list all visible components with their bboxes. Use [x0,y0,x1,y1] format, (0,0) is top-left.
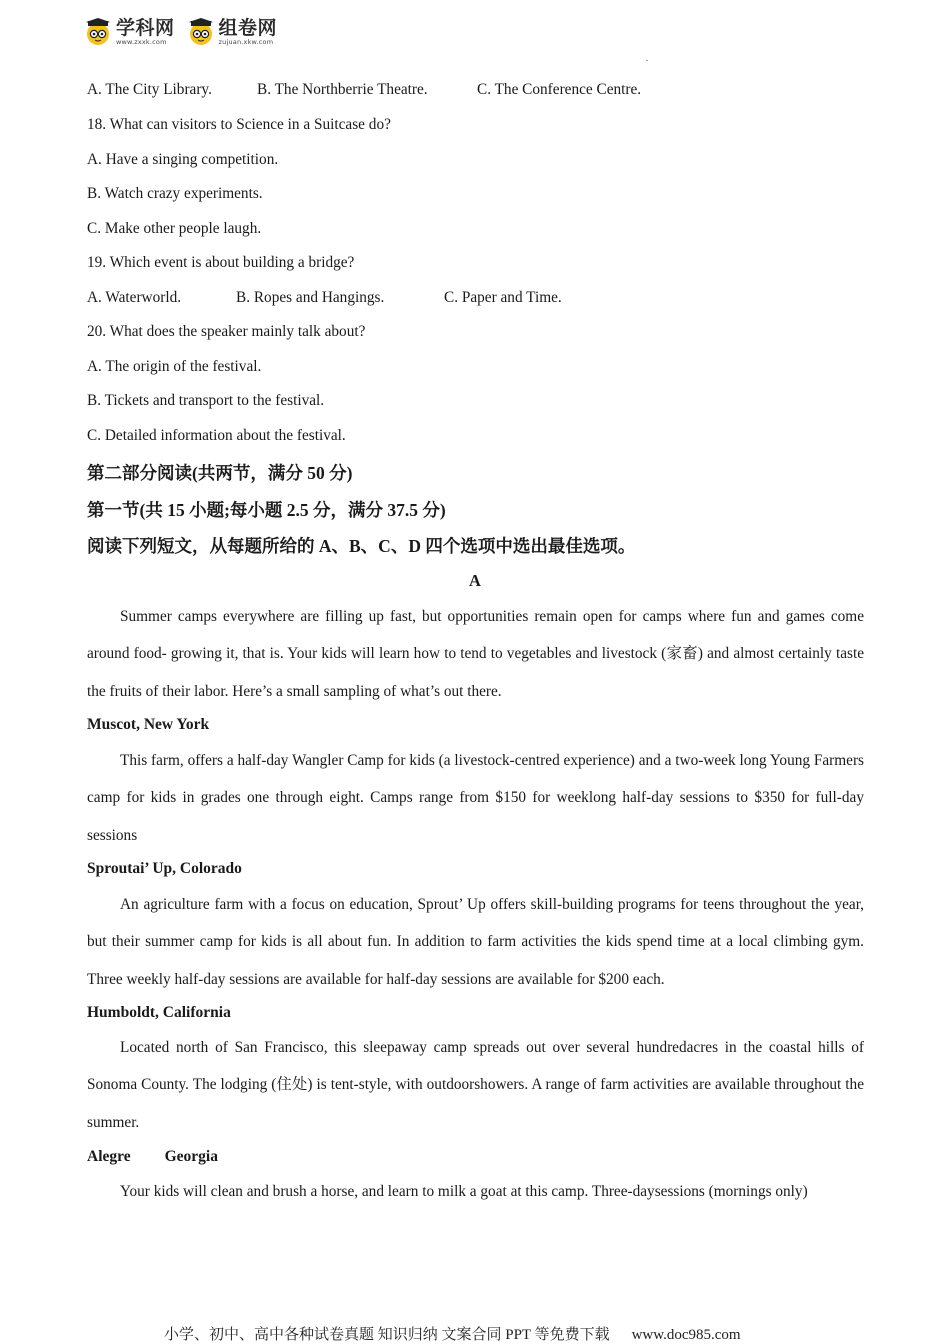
page-footer [164,1323,741,1344]
zxxk-logo-url: www.zxxk.com [116,37,167,46]
q17-option-b: B. The Northberrie Theatre. [257,81,428,98]
owl-mascot-icon [84,18,112,46]
footer-url[interactable]: www.doc985.com [631,1327,741,1343]
section1-heading: 第一节(共 15 小题;每小题 2.5 分，满分 37.5 分) [87,500,446,520]
part2-heading: 第二部分阅读(共两节，满分 50 分) [87,463,353,483]
passage-label: A [469,571,481,590]
q18-option-a: A. Have a singing competition. [87,151,279,168]
camp-name-alegre-part2: Georgia [164,1148,218,1165]
zxxk-logo [84,18,175,46]
footer-text: 小学、初中、高中各种试卷真题 知识归纳 文案合同 PPT 等免费下载 [164,1327,610,1343]
camp-name-alegre-part1: Alegre [87,1148,131,1165]
q17-option-c: C. The Conference Centre. [477,81,642,98]
camp-name-alegre [87,1148,218,1166]
camp-text-alegre: Your kids will clean and brush a horse, and learn to milk a goat at this camp. Three-daysessions (mornings only) [120,1183,808,1200]
q20-option-b: B. Tickets and transport to the festival. [87,392,325,409]
camp-name-sprout: Sproutai’ Up, Colorado [87,860,242,877]
q19-option-b: B. Ropes and Hangings. [236,289,385,306]
q20-option-a: A. The origin of the festival. [87,358,262,375]
header-logos [84,14,277,50]
q17-option-a: A. The City Library. [87,81,212,98]
q19-option-a: A. Waterworld. [87,289,182,306]
q18-option-c: C. Make other people laugh. [87,220,262,237]
zxxk-logo-name: 学科网 [116,16,175,39]
camp-text-muscot: This farm, offers a half-day Wangler Camp for kids (a livestock-centred experience) and a two-week long Young Farmers camp for kids in grades one through eight. Camps range from $150 for weeklong half-day sessions to $350 for full-day sessions [87,752,864,844]
zujuan-logo-name: 组卷网 [218,16,278,39]
q20-option-c: C. Detailed information about the festival. [87,427,346,444]
q19-option-c: C. Paper and Time. [444,289,562,306]
camp-text-sprout: An agriculture farm with a focus on education, Sprout’ Up offers skill-building programs for teens throughout the year, but their summer camp for kids is all about fun. In addition to farm activities the kids spend time at a local climbing gym. Three weekly half-day sessions are available for half-day sessions are available for $200 each. [87,896,864,988]
q19-question: 19. Which event is about building a bridge? [87,254,355,271]
q20-question: 20. What does the speaker mainly talk about? [87,323,366,340]
camp-name-humboldt: Humboldt, California [87,1004,231,1021]
q18-option-b: B. Watch crazy experiments. [87,185,263,202]
camp-text-humboldt: Located north of San Francisco, this sleepaway camp spreads out over several hundredacres in the coastal hills of Sonoma County. The lodging (住处) is tent-style, with outdoorshowers. A range of farm activities are available throughout the summer. [87,1039,864,1131]
camp-name-muscot: Muscot, New York [87,716,210,733]
zujuan-logo [187,18,278,46]
scan-mark [646,60,648,61]
instruction-heading: 阅读下列短文，从每题所给的 A、B、C、D 四个选项中选出最佳选项。 [87,536,636,556]
zujuan-logo-url: zujuan.xkw.com [218,37,274,46]
passage-intro: Summer camps everywhere are filling up fast, but opportunities remain open for camps where fun and games come around food- growing it, that is. Your kids will learn how to tend to vegetables and livestock (家畜) and almost certainly taste the fruits of their labor. Here’s a small sampling of what’s out there. [87,608,864,700]
owl-mascot-icon [187,18,215,46]
q18-question: 18. What can visitors to Science in a Suitcase do? [87,116,391,133]
